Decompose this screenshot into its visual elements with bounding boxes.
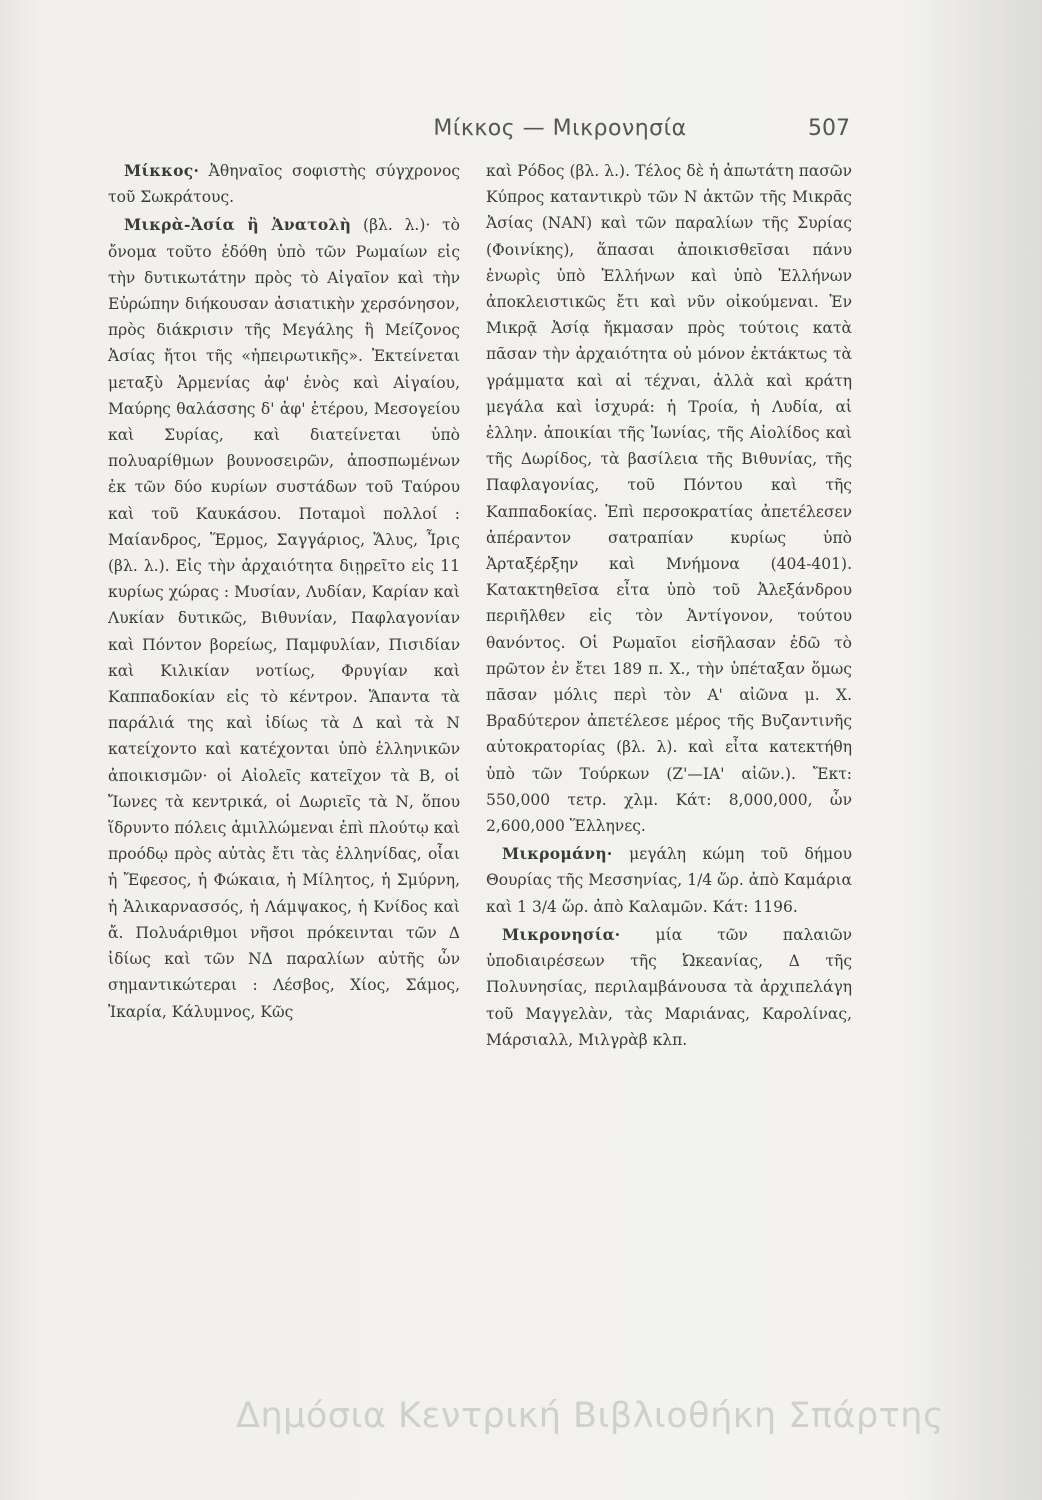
entry-headword: Μικρὰ-Ἀσία ἢ Ἀνατολὴ — [124, 215, 352, 235]
running-title: Μίκκος — Μικρονησία — [433, 116, 687, 141]
entry-headword: Μίκκος· — [124, 161, 200, 180]
library-watermark: Δημόσια Κεντρική Βιβλιοθήκη Σπάρτης — [236, 1396, 944, 1436]
entry-mikra-asia — [108, 212, 460, 1024]
right-column — [486, 158, 852, 1055]
page-number: 507 — [808, 116, 850, 141]
entry-text: (βλ. λ.)· τὸ ὄνομα τοῦτο ἐδόθη ὑπὸ τῶν Ρωμαίων εἰς τὴν δυτικωτάτην πρὸς τὸ Αἰγαῖον καὶ τὴν Εὐρώπην διήκουσαν ἀσιατικὴν χερσόνησον, πρὸς διάκρισιν τῆς Μεγάλης ἢ Μείζονος Ἀσίας ἤτοι τῆς «ἠπειρωτικῆς». Ἐκτείνεται μεταξὺ Ἀρμενίας ἀφ' ἑνὸς καὶ Αἰγαίου, Μαύρης θαλάσσης δ' ἀφ' ἑτέρου, Μεσογείου καὶ Συρίας, καὶ διατείνεται ὑπὸ πολυαρίθμων βουνοσειρῶν, ἀποσπωμένων ἐκ τῶν δύο κυρίων συστάδων τοῦ Ταύρου καὶ τοῦ Καυκάσου. Ποταμοὶ πολλοί : Μαίανδρος, Ἕρμος, Σαγγάριος, Ἅλυς, Ἶρις (βλ. λ.). Εἰς τὴν ἀρχαιότητα διῃρεῖτο εἰς 11 κυρίως χώρας : Μυσίαν, Λυδίαν, Καρίαν καὶ Λυκίαν δυτικῶς, Βιθυνίαν, Παφλαγονίαν καὶ Πόντον βορείως, Παμφυλίαν, Πισιδίαν καὶ Κιλικίαν νοτίως, Φρυγίαν καὶ Καππαδοκίαν εἰς τὸ κέντρον. Ἅπαντα τὰ παράλιά της καὶ ἰδίως τὰ Δ καὶ τὰ Ν κατείχοντο καὶ κατέχονται ὑπὸ ἑλληνικῶν ἀποικισμῶν· οἱ Αἰολεῖς κατεῖχον τὰ Β, οἱ Ἴωνες τὰ κεντρικά, οἱ Δωριεῖς τὰ Ν, ὅπου ἵδρυντο πόλεις ἁμιλλώμεναι ἐπὶ πλούτῳ καὶ προόδῳ πρὸς αὐτὰς ἔτι τὰς ἑλληνίδας, οἷαι ἡ Ἔφεσος, ἡ Φώκαια, ἡ Μίλητος, ἡ Σμύρνη, ἡ Ἁλικαρνασσός, ἡ Λάμψακος, ἡ Κνίδος καὶ ἄ. Πολυάριθμοι νῆσοι πρόκεινται τῶν Δ ἰδίως καὶ τῶν ΝΔ παραλίων αὐτῆς ὧν σημαντικώτεραι : Λέσβος, Χίος, Σάμος, Ἰκαρία, Κάλυμνος, Κῶς — [108, 216, 460, 1021]
entry-text: μία τῶν παλαιῶν ὑποδιαιρέσεων τῆς Ὠκεανίας, Δ τῆς Πολυνησίας, περιλαμβάνουσα τὰ ἀρχιπελάγη τοῦ Μαγγελὰν, τὰς Μαριάνας, Καρολίνας, Μάρσιαλλ, Μιλγρὰβ κλπ. — [486, 925, 852, 1049]
entry-text: μεγάλη κώμη τοῦ δήμου Θουρίας τῆς Μεσσηνίας, 1/4 ὥρ. ἀπὸ Καμάρια καὶ 1 3/4 ὥρ. ἀπὸ Καλαμῶν. Κάτ: 1196. — [486, 845, 852, 916]
entry-mikkos — [108, 158, 460, 210]
entry-text: Ἀθηναῖος σοφιστὴς σύγχρονος τοῦ Σωκράτους. — [108, 162, 460, 207]
entry-text: καὶ Ρόδος (βλ. λ.). Τέλος δὲ ἡ ἀπωτάτη πασῶν Κύπρος καταντικρὺ τῶν Ν ἀκτῶν τῆς Μικρᾶς Ἀσίας (ΝΑΝ) καὶ τῶν παραλίων τῆς Συρίας (Φοινίκης), ἅπασαι ἀποικισθεῖσαι πάνυ ἐνωρὶς ὑπὸ Ἑλλήνων καὶ ὑπὸ Ἑλλήνων ἀποκλειστικῶς ἔτι καὶ νῦν οἰκούμεναι. Ἐν Μικρᾷ Ἀσίᾳ ἤκμασαν πρὸς τούτοις κατὰ πᾶσαν τὴν ἀρχαιότητα οὐ μόνον ἐκτάκτως τὰ γράμματα καὶ αἱ τέχναι, ἀλλὰ καὶ κράτη μεγάλα καὶ ἰσχυρά: ἡ Τροία, ἡ Λυδία, αἱ ἑλλην. ἀποικίαι τῆς Ἰωνίας, τῆς Αἰολίδος καὶ τῆς Δωρίδος, τὰ βασίλεια τῆς Βιθυνίας, τῆς Παφλαγονίας, τοῦ Πόντου καὶ τῆς Καππαδοκίας. Ἐπὶ περσοκρατίας ἀπετέλεσεν ἀπέραντον σατραπίαν κυρίως ὑπὸ Ἀρταξέρξην καὶ Μνήμονα (404-401). Κατακτηθεῖσα εἶτα ὑπὸ τοῦ Ἀλεξάνδρου περιῆλθεν εἰς τὸν Ἀντίγονον, τούτου θανόντος. Οἱ Ρωμαῖοι εἰσῆλασαν ἐδῶ τὸ πρῶτον ἐν ἔτει 189 π. Χ., τὴν ὑπέταξαν ὅμως πᾶσαν μόλις περὶ τὸν Α' αἰῶνα μ. Χ. Βραδύτερον ἀπετέλεσε μέρος τῆς Βυζαντινῆς αὐτοκρατορίας (βλ. λ). καὶ εἶτα κατεκτήθη ὑπὸ τῶν Τούρκων (Ζ'—ΙΑ' αἰῶν.). Ἔκτ: 550,000 τετρ. χλμ. Κάτ: 8,000,000, ὧν 2,600,000 Ἕλληνες. — [486, 162, 852, 836]
left-column — [108, 158, 460, 1027]
entry-headword: Μικρονησία· — [502, 924, 621, 944]
entry-mikromani — [486, 841, 852, 920]
entry-headword: Μικρομάνη· — [502, 844, 613, 864]
page-header — [0, 116, 1042, 156]
entry-mikra-asia-continued — [486, 158, 852, 839]
entry-mikronisia — [486, 922, 852, 1053]
